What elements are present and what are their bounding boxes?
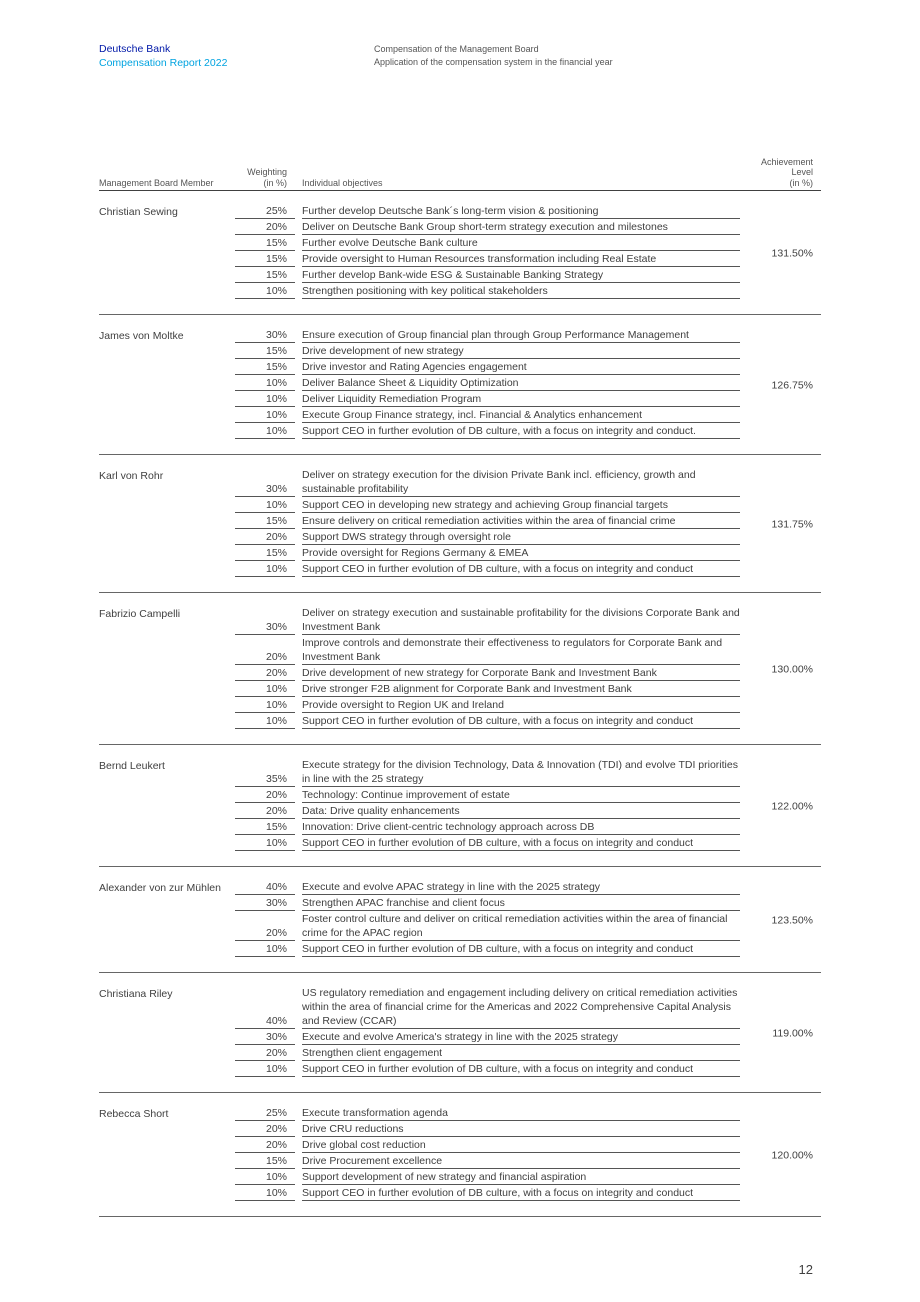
- achievement-level: 120.00%: [771, 1149, 813, 1161]
- objective-text: Execute transformation agenda: [302, 1106, 740, 1121]
- objective-row: [235, 252, 740, 267]
- objective-row: [235, 392, 740, 407]
- objective-weighting: 10%: [235, 1062, 295, 1077]
- objective-text: Deliver on strategy execution for the division Private Bank incl. efficiency, growth and sustainable profitability: [302, 468, 740, 497]
- report-title: Compensation Report 2022: [99, 56, 228, 69]
- weighting-label: Weighting: [247, 167, 287, 177]
- member-name: James von Moltke: [99, 330, 184, 342]
- objective-row: [235, 1062, 740, 1077]
- objective-text: Drive stronger F2B alignment for Corporate Bank and Investment Bank: [302, 682, 740, 697]
- objective-row: [235, 698, 740, 713]
- objective-text: Technology: Continue improvement of estate: [302, 788, 740, 803]
- objective-row: [235, 896, 740, 911]
- objective-weighting: 10%: [235, 408, 295, 423]
- objective-text: Support CEO in further evolution of DB culture, with a focus on integrity and conduct: [302, 1186, 740, 1201]
- weighting-unit: (in %): [263, 177, 287, 188]
- objective-row: [235, 1170, 740, 1185]
- objective-weighting: 15%: [235, 514, 295, 529]
- member-list: [99, 191, 821, 1217]
- objective-row: [235, 498, 740, 513]
- objective-text: Execute and evolve America's strategy in line with the 2025 strategy: [302, 1030, 740, 1045]
- objective-weighting: 25%: [235, 1106, 295, 1121]
- objective-weighting: 10%: [235, 942, 295, 957]
- objective-row: [235, 344, 740, 359]
- member-row: [99, 867, 821, 973]
- objective-weighting: 20%: [235, 1122, 295, 1137]
- objective-text: Execute and evolve APAC strategy in line with the 2025 strategy: [302, 880, 740, 895]
- objective-text: Support CEO in further evolution of DB culture, with a focus on integrity and conduct: [302, 1062, 740, 1077]
- member-name: Alexander von zur Mühlen: [99, 882, 221, 894]
- objective-row: [235, 636, 740, 665]
- objective-row: [235, 714, 740, 729]
- objective-text: Support CEO in further evolution of DB culture, with a focus on integrity and conduct.: [302, 424, 740, 439]
- objective-row: [235, 788, 740, 803]
- objective-text: Support CEO in further evolution of DB culture, with a focus on integrity and conduct: [302, 836, 740, 851]
- objective-text: Drive investor and Rating Agencies engagement: [302, 360, 740, 375]
- objective-row: [235, 912, 740, 941]
- objective-row: [235, 424, 740, 439]
- objective-text: Deliver on strategy execution and sustainable profitability for the divisions Corporate Bank and Investment Bank: [302, 607, 740, 633]
- achievement-unit: (in %): [789, 177, 813, 188]
- objective-weighting: 30%: [235, 896, 295, 911]
- objective-weighting: 10%: [235, 836, 295, 851]
- objective-text: Drive Procurement excellence: [302, 1154, 740, 1169]
- achievement-level: 122.00%: [771, 800, 813, 812]
- objective-text: Strengthen client engagement: [302, 1046, 740, 1061]
- objective-weighting: 15%: [235, 236, 295, 251]
- objective-text: Strengthen positioning with key political stakeholders: [302, 284, 740, 299]
- objective-row: [235, 546, 740, 561]
- objective-weighting: 20%: [235, 1138, 295, 1153]
- objective-weighting: 20%: [235, 666, 295, 681]
- member-name: Rebecca Short: [99, 1108, 169, 1120]
- objective-row: [235, 1030, 740, 1045]
- objectives-table: [99, 154, 821, 1217]
- objective-row: [235, 408, 740, 423]
- achievement-level: 130.00%: [771, 663, 813, 675]
- achievement-level: 131.75%: [771, 518, 813, 530]
- objective-list: [235, 606, 740, 729]
- objective-row: [235, 1122, 740, 1137]
- objective-text: Drive global cost reduction: [302, 1138, 740, 1153]
- member-name: Bernd Leukert: [99, 760, 165, 772]
- objective-row: [235, 1186, 740, 1201]
- objective-row: [235, 328, 740, 343]
- objective-weighting: 20%: [235, 926, 295, 941]
- objective-weighting: 30%: [235, 482, 295, 497]
- objective-text: Ensure execution of Group financial plan through Group Performance Management: [302, 328, 740, 343]
- objective-text: Support CEO in further evolution of DB culture, with a focus on integrity and conduct: [302, 714, 740, 729]
- objective-list: [235, 204, 740, 299]
- objective-row: [235, 530, 740, 545]
- member-name: Christian Sewing: [99, 206, 178, 218]
- objective-weighting: 10%: [235, 424, 295, 439]
- objective-text: Support CEO in developing new strategy and achieving Group financial targets: [302, 498, 740, 513]
- objective-text: Improve controls and demonstrate their effectiveness to regulators for Corporate Bank and Investment Bank: [302, 636, 740, 665]
- objective-weighting: 10%: [235, 376, 295, 391]
- objective-weighting: 10%: [235, 682, 295, 697]
- objective-row: [235, 1154, 740, 1169]
- objective-text: Support CEO in further evolution of DB culture, with a focus on integrity and conduct: [302, 562, 740, 577]
- member-name: Christiana Riley: [99, 988, 173, 1000]
- objective-list: [235, 468, 740, 577]
- objective-text: Data: Drive quality enhancements: [302, 804, 740, 819]
- objective-text: Drive CRU reductions: [302, 1122, 740, 1137]
- achievement-level: 123.50%: [771, 914, 813, 926]
- objective-text: Support development of new strategy and financial aspiration: [302, 1170, 740, 1185]
- objective-text: Provide oversight to Human Resources transformation including Real Estate: [302, 252, 740, 267]
- objective-row: [235, 360, 740, 375]
- objective-text: Strengthen APAC franchise and client focus: [302, 896, 740, 911]
- objective-weighting: 20%: [235, 1046, 295, 1061]
- member-row: [99, 1093, 821, 1217]
- objective-weighting: 10%: [235, 284, 295, 299]
- objective-list: [235, 880, 740, 957]
- objective-row: [235, 804, 740, 819]
- member-row: [99, 973, 821, 1093]
- objective-list: [235, 328, 740, 439]
- objective-row: [235, 204, 740, 219]
- member-name: Karl von Rohr: [99, 470, 164, 482]
- section-subtitle: Application of the compensation system in the financial year: [374, 57, 613, 67]
- column-header-member: Management Board Member: [99, 177, 214, 188]
- objective-row: [235, 220, 740, 235]
- objective-weighting: 15%: [235, 820, 295, 835]
- objective-text: Innovation: Drive client-centric technology approach across DB: [302, 820, 740, 835]
- objective-row: [235, 376, 740, 391]
- objective-row: [235, 1046, 740, 1061]
- objective-text: Ensure delivery on critical remediation activities within the area of financial crime: [302, 514, 740, 529]
- objective-row: [235, 1138, 740, 1153]
- objective-text: Drive development of new strategy: [302, 344, 740, 359]
- objective-row: [235, 986, 740, 1029]
- objective-row: [235, 666, 740, 681]
- objective-weighting: 30%: [235, 328, 295, 343]
- objective-weighting: 40%: [235, 880, 295, 895]
- objective-weighting: 10%: [235, 498, 295, 513]
- objective-list: [235, 986, 740, 1077]
- objective-text: Deliver Liquidity Remediation Program: [302, 392, 740, 407]
- objective-list: [235, 758, 740, 851]
- member-row: [99, 455, 821, 593]
- column-header-weighting: [235, 167, 287, 188]
- objective-weighting: 15%: [235, 252, 295, 267]
- objective-row: [235, 284, 740, 299]
- objective-text: Further develop Deutsche Bank´s long-term vision & positioning: [302, 204, 740, 219]
- objective-text: Support CEO in further evolution of DB culture, with a focus on integrity and conduct: [302, 942, 740, 957]
- member-row: [99, 191, 821, 315]
- achievement-level: 131.50%: [771, 247, 813, 259]
- objective-text: Provide oversight to Region UK and Ireland: [302, 698, 740, 713]
- page-number: 12: [798, 1262, 813, 1277]
- objective-text: Further develop Bank-wide ESG & Sustainable Banking Strategy: [302, 268, 740, 283]
- objective-row: [235, 880, 740, 895]
- objective-row: [235, 562, 740, 577]
- column-header-objectives: Individual objectives: [302, 177, 383, 188]
- objective-row: [235, 468, 740, 497]
- achievement-label-level: Level: [791, 167, 813, 177]
- member-name: Fabrizio Campelli: [99, 608, 181, 620]
- objective-weighting: 10%: [235, 562, 295, 577]
- section-title: Compensation of the Management Board: [374, 44, 539, 54]
- objective-row: [235, 606, 740, 635]
- achievement-level: 119.00%: [772, 1027, 813, 1039]
- objective-list: [235, 1106, 740, 1201]
- member-row: [99, 593, 821, 745]
- objective-weighting: 20%: [235, 650, 295, 665]
- objective-row: [235, 268, 740, 283]
- objective-row: [235, 758, 740, 787]
- table-header: [99, 154, 821, 191]
- member-row: [99, 745, 821, 867]
- objective-weighting: 15%: [235, 546, 295, 561]
- objective-row: [235, 820, 740, 835]
- objective-weighting: 10%: [235, 1186, 295, 1201]
- brand-block: [99, 43, 227, 70]
- objective-text: US regulatory remediation and engagement including delivery on critical remediation activities within the area of financial crime for the Americas and 2022 Comprehensive Capital Analysis and Review (CCAR): [302, 986, 740, 1029]
- achievement-label: Achievement: [760, 156, 813, 167]
- brand-name: Deutsche Bank: [99, 43, 171, 55]
- objective-weighting: 40%: [235, 1014, 295, 1029]
- member-row: [99, 315, 821, 455]
- objective-text: Foster control culture and deliver on critical remediation activities within the area of financial crime for the APAC region: [302, 912, 740, 941]
- objective-weighting: 30%: [235, 620, 295, 635]
- objective-weighting: 15%: [235, 360, 295, 375]
- objective-weighting: 25%: [235, 204, 295, 219]
- objective-row: [235, 514, 740, 529]
- objective-weighting: 35%: [235, 772, 295, 787]
- objective-weighting: 10%: [235, 392, 295, 407]
- objective-text: Execute strategy for the division Technology, Data & Innovation (TDI) and evolve TDI priorities in line with the 25 strategy: [302, 758, 740, 787]
- objective-row: [235, 1106, 740, 1121]
- achievement-level: 126.75%: [771, 379, 813, 391]
- objective-weighting: 20%: [235, 530, 295, 545]
- objective-weighting: 20%: [235, 220, 295, 235]
- objective-text: Drive development of new strategy for Corporate Bank and Investment Bank: [302, 666, 740, 681]
- objective-text: Support DWS strategy through oversight role: [302, 530, 740, 545]
- objective-weighting: 20%: [235, 804, 295, 819]
- objective-text: Further evolve Deutsche Bank culture: [302, 236, 740, 251]
- column-header-achievement: [733, 157, 813, 189]
- objective-weighting: 15%: [235, 1154, 295, 1169]
- objective-row: [235, 942, 740, 957]
- objective-text: Provide oversight for Regions Germany & EMEA: [302, 546, 740, 561]
- objective-row: [235, 836, 740, 851]
- objective-weighting: 20%: [235, 788, 295, 803]
- objective-text: Execute Group Finance strategy, incl. Financial & Analytics enhancement: [302, 408, 740, 423]
- objective-text: Deliver on Deutsche Bank Group short-term strategy execution and milestones: [302, 220, 740, 235]
- objective-row: [235, 236, 740, 251]
- objective-row: [235, 682, 740, 697]
- objective-weighting: 30%: [235, 1030, 295, 1045]
- objective-text: Deliver Balance Sheet & Liquidity Optimization: [302, 376, 740, 391]
- objective-weighting: 10%: [235, 714, 295, 729]
- objective-weighting: 10%: [235, 698, 295, 713]
- objective-weighting: 15%: [235, 268, 295, 283]
- section-header: [374, 43, 613, 69]
- objective-weighting: 10%: [235, 1170, 295, 1185]
- objective-weighting: 15%: [235, 344, 295, 359]
